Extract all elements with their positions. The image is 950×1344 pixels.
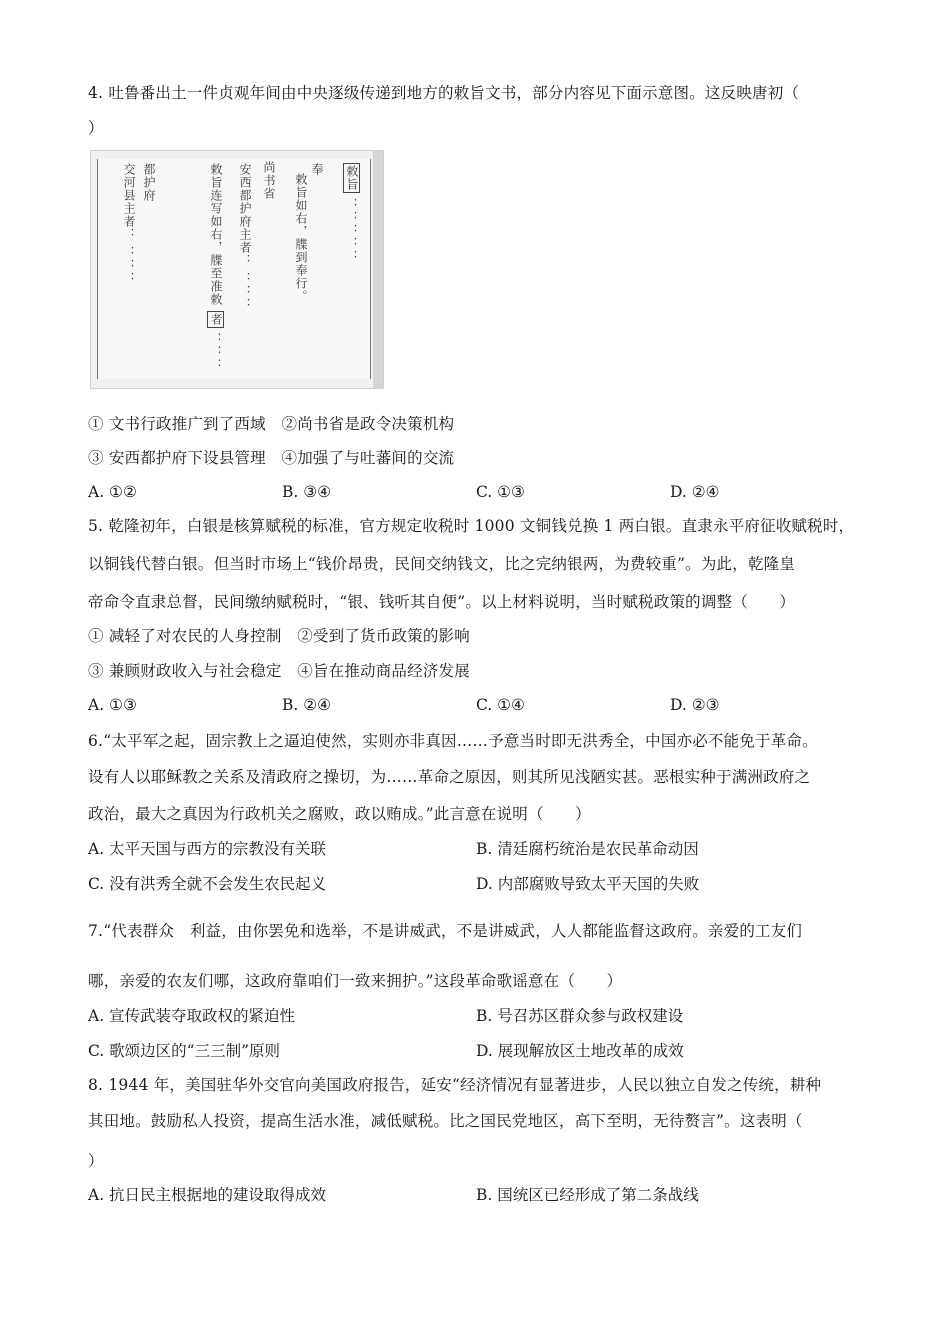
q4-option-c[interactable]: C. ①③: [476, 483, 525, 501]
figure-col5-dots: ：：：: [238, 271, 252, 311]
figure-col6-text: 敕旨连写如右，牒至准敕: [209, 163, 223, 306]
q6-option-c[interactable]: C. 没有洪秀全就不会发生农民起义: [88, 875, 327, 893]
q7-line2: 哪，亲爱的农友们哪，这政府靠咱们一致来拥护。”这段革命歌谣意在（ ）: [88, 972, 623, 990]
q7-option-c[interactable]: C. 歌颂边区的“三三制”原则: [88, 1042, 281, 1060]
q5-option-a[interactable]: A. ①③: [88, 696, 137, 714]
q6-line3: 政治，最大之真因为行政机关之腐败，政以贿成。”此言意在说明（ ）: [88, 805, 591, 823]
q7-option-a[interactable]: A. 宣传武装夺取政权的紧迫性: [88, 1007, 296, 1025]
q7-option-b[interactable]: B. 号召苏区群众参与政权建设: [476, 1007, 684, 1025]
q7-line1: 7.“代表群众 利益，由你罢免和选举，不是讲威武，不是讲威武，人人都能监督这政府。亲爱的工友们: [88, 922, 803, 940]
q5-statements-line2: ③ 兼顾财政收入与社会稳定 ④旨在推动商品经济发展: [88, 662, 470, 680]
figure-edict-box: 敕旨: [345, 165, 359, 191]
figure-col-shangshu: 尚书省: [262, 161, 276, 200]
figure-col-jiaohe: [121, 163, 136, 285]
figure-page-edge: [373, 151, 383, 388]
q4-option-d[interactable]: D. ②④: [670, 483, 720, 501]
figure-col1-dots: ：：：：：: [345, 197, 359, 263]
q5-statements-line1: ① 减轻了对农民的人身控制 ②受到了货币政策的影响: [88, 627, 470, 645]
q4-statements-line2: ③ 安西都护府下设县管理 ④加强了与吐蕃间的交流: [88, 449, 455, 467]
figure-col-edict-head: [343, 163, 360, 263]
figure-col8-dots: ：：：: [122, 245, 136, 285]
q6-option-d[interactable]: D. 内部腐败导致太平天国的失败: [476, 875, 700, 893]
figure-zhe-box: 者: [209, 312, 223, 326]
q6-option-a[interactable]: A. 太平天国与西方的宗教没有关联: [88, 840, 327, 858]
q5-line3: 帝命令直隶总督，民间缴纳赋税时，“银、钱听其自便”。以上材料说明，当时赋税政策的调整（ ）: [88, 593, 796, 611]
q4-option-b[interactable]: B. ③④: [282, 483, 332, 501]
q4-statements-line1: ① 文书行政推广到了西域 ②尚书省是政令决策机构: [88, 415, 455, 433]
q8-line2: 其田地。鼓励私人投资，提高生活水准，减低赋税。比之国民党地区，高下至明，无待赘言”。这表明（: [88, 1112, 803, 1130]
q4-document-paper: [97, 159, 371, 379]
figure-col-edict-linked: [207, 163, 224, 372]
q4-stem-line2: ）: [88, 119, 104, 137]
q8-option-b[interactable]: B. 国统区已经形成了第二条战线: [476, 1186, 699, 1204]
q6-line1: 6.“太平军之起，固宗教上之逼迫使然，实则亦非真因……予意当时即无洪秀全，中国亦必不能免于革命。: [88, 732, 818, 750]
q8-line1: 8. 1944 年，美国驻华外交官向美国政府报告，延安“经济情况有显著进步，人民以独立自发之传统，耕种: [88, 1076, 822, 1094]
q8-line3: ）: [88, 1152, 104, 1170]
figure-col-anxi: [237, 163, 252, 311]
figure-col5-text: 安西都护府主者：: [238, 163, 252, 267]
figure-col-edict-as-right: 敕旨如右，牒到奉行。: [294, 173, 308, 303]
figure-col8-text: 交河县主者：: [122, 163, 136, 241]
q7-option-d[interactable]: D. 展现解放区土地改革的成效: [476, 1042, 684, 1060]
q5-option-d[interactable]: D. ②③: [670, 696, 720, 714]
q5-option-b[interactable]: B. ②④: [282, 696, 332, 714]
q4-option-a[interactable]: A. ①②: [88, 483, 137, 501]
figure-col6-dots: ：：：: [209, 332, 223, 372]
q6-line2: 设有人以耶稣教之关系及清政府之操切，为……革命之原因，则其所见浅陋实甚。恶根实种于满洲政府之: [88, 768, 811, 786]
q4-stem-line1: 4. 吐鲁番出土一件贞观年间由中央逐级传递到地方的敕旨文书，部分内容见下面示意图。这反映唐初（: [88, 84, 800, 102]
q5-line1: 5. 乾隆初年，白银是核算赋税的标准，官方规定收税时 1000 文铜钱兑换 1 两白银。直隶永平府征收赋税时，: [88, 517, 855, 535]
q5-line2: 以铜钱代替白银。但当时市场上“钱价昂贵，民间交纳钱文，比之完纳银两，为费较重”。为此，乾隆皇: [88, 555, 796, 573]
q4-document-figure: [90, 150, 384, 389]
q5-option-c[interactable]: C. ①④: [476, 696, 525, 714]
q8-option-a[interactable]: A. 抗日民主根据地的建设取得成效: [88, 1186, 327, 1204]
figure-col-feng: 奉: [310, 163, 324, 176]
q6-option-b[interactable]: B. 清廷腐朽统治是农民革命动因: [476, 840, 699, 858]
figure-col-duhufu: 都护府: [142, 163, 156, 202]
